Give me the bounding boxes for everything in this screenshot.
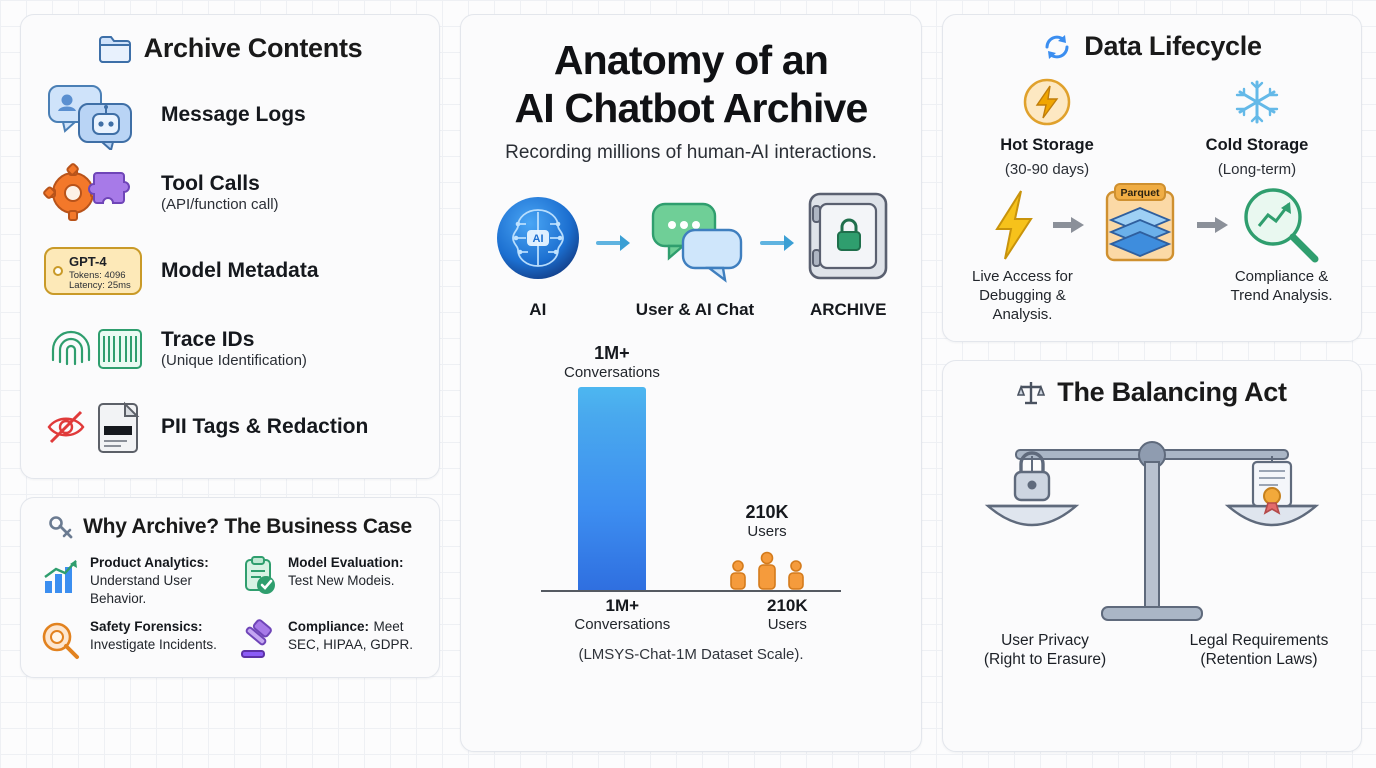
lifecycle-stages	[961, 74, 1343, 178]
list-item	[41, 234, 419, 308]
list-item-text	[161, 103, 306, 127]
list-item	[41, 78, 419, 152]
business-case-grid	[39, 554, 421, 661]
lifecycle-stage-heading: Hot Storage	[1000, 136, 1094, 154]
bar-series-users	[722, 502, 812, 590]
balance-label-left: User Privacy (Right to Erasure)	[983, 631, 1107, 668]
scale-bar-chart	[526, 332, 856, 663]
list-item-text	[288, 554, 421, 590]
magnifier-safety-icon	[39, 619, 81, 661]
left-column	[20, 14, 440, 752]
list-item-sublabel: (Unique Identification)	[161, 352, 307, 370]
chat-pair-icon	[639, 186, 751, 290]
bar-value-label: 1M+ Conversations	[564, 343, 660, 381]
lifecycle-stage-cold	[1187, 74, 1327, 178]
list-item-body: Understand User Behavior.	[90, 573, 193, 606]
list-item-text	[288, 618, 421, 654]
lifecycle-caption-right: Compliance & Trend Analysis.	[1230, 268, 1333, 304]
list-item-label: Message Logs	[161, 102, 306, 126]
users-pictogram	[722, 548, 812, 590]
clipboard-check-icon	[237, 555, 279, 597]
chart-plot-area	[526, 332, 856, 590]
lifecycle-stage-heading: Cold Storage	[1205, 136, 1309, 154]
bar-series-conversations	[564, 343, 660, 590]
list-item	[41, 156, 419, 230]
flow-connector-1	[596, 232, 630, 254]
list-item-heading: Safety Forensics:	[90, 619, 203, 634]
list-item-body: Investigate Incidents.	[90, 637, 217, 652]
redaction-icon	[41, 396, 145, 458]
chart-x-tick-labels	[526, 596, 856, 634]
list-item-sublabel: (API/function call)	[161, 196, 279, 214]
list-item	[39, 618, 223, 661]
gavel-icon	[237, 619, 279, 661]
data-lifecycle-title	[961, 31, 1343, 62]
archive-items-list	[41, 78, 419, 464]
lifecycle-stage-hot	[977, 74, 1117, 178]
balance-scale-graphic	[982, 414, 1322, 629]
list-item	[41, 312, 419, 386]
page-title	[514, 37, 867, 132]
parquet-stack-icon	[1091, 182, 1189, 268]
bar-chart-icon	[39, 555, 81, 597]
list-item-heading: Product Analytics:	[90, 555, 209, 570]
right-column	[942, 14, 1362, 752]
fingerprint-barcode-icon	[41, 318, 145, 380]
x-tick-label: 210K Users	[766, 596, 808, 634]
vault-lock-icon	[800, 186, 896, 290]
flow-node-label: User & AI Chat	[635, 300, 755, 320]
lightning-hot-icon	[1019, 74, 1075, 130]
list-item	[41, 390, 419, 464]
balance-labels	[961, 631, 1343, 670]
svg-text:Tokens: 4096: Tokens: 4096	[69, 270, 126, 281]
lifecycle-caption-left: Live Access for Debugging & Analysis.	[972, 268, 1073, 323]
flow-node-label: AI	[529, 300, 547, 320]
flow-node-ai	[486, 186, 590, 320]
list-item-heading: Model Evaluation:	[288, 555, 404, 570]
list-item-label: PII Tags & Redaction	[161, 414, 369, 438]
flow-node-label: ARCHIVE	[809, 300, 887, 320]
svg-text:Latency: 25ms: Latency: 25ms	[69, 280, 131, 291]
svg-text:Parquet: Parquet	[1120, 187, 1160, 200]
svg-text:AI: AI	[532, 233, 544, 246]
chart-caption: (LMSYS-Chat-1M Dataset Scale).	[578, 645, 804, 663]
center-column	[460, 14, 922, 752]
key-icon	[48, 514, 74, 540]
bar-conversations	[578, 387, 646, 590]
flow-node-archive	[800, 186, 896, 320]
list-item-text	[161, 172, 279, 214]
balance-illustration	[961, 414, 1343, 629]
snowflake-cold-icon	[1229, 74, 1285, 130]
list-item-text	[90, 618, 223, 654]
svg-text:GPT-4: GPT-4	[69, 254, 107, 269]
chat-bubbles-icon	[41, 80, 145, 150]
list-item-label: Tool Calls	[161, 171, 260, 195]
business-case-title-text: Why Archive? The Business Case	[83, 515, 412, 538]
list-item-body: Meet SEC, HIPAA, GDPR.	[288, 619, 414, 652]
page-title-line1: Anatomy of an	[553, 37, 829, 83]
page-title-line2: AI Chatbot Archive	[514, 84, 868, 131]
flow-node-chat	[636, 186, 754, 320]
list-item-text	[161, 415, 368, 439]
page-subtitle: Recording millions of human-AI interactions.	[505, 142, 877, 164]
flow-connector-2	[760, 232, 794, 254]
magnifier-trend-icon	[1235, 182, 1321, 268]
chart-x-axis	[541, 590, 841, 592]
lifecycle-pipeline	[961, 182, 1343, 268]
bar-value-label: 210K Users	[745, 502, 789, 540]
arrow-right-icon	[1051, 215, 1085, 235]
folder-icon	[98, 34, 132, 64]
list-item-text	[161, 328, 307, 370]
hero-card	[460, 14, 922, 752]
bolt-icon	[983, 185, 1045, 265]
balance-label-right: Legal Requirements (Retention Laws)	[1189, 631, 1329, 668]
balancing-act-title	[961, 377, 1343, 408]
balancing-act-title-text: The Balancing Act	[1057, 376, 1287, 407]
list-item-label: Model Metadata	[161, 258, 319, 282]
list-item	[237, 554, 421, 608]
archive-contents-card	[20, 14, 440, 479]
data-lifecycle-title-text: Data Lifecycle	[1084, 31, 1262, 61]
ai-brain-icon	[486, 186, 590, 290]
x-tick-label: 1M+ Conversations	[574, 596, 671, 634]
list-item-label: Trace IDs	[161, 327, 255, 351]
list-item-heading: Compliance:	[288, 619, 370, 634]
lifecycle-captions	[961, 268, 1343, 324]
list-item-body: Test New Modeis.	[288, 573, 395, 588]
archive-contents-title-text: Archive Contents	[143, 33, 363, 63]
archive-contents-title	[41, 33, 419, 64]
data-lifecycle-card	[942, 14, 1362, 342]
list-item	[237, 618, 421, 661]
gear-puzzle-icon	[41, 161, 145, 225]
scales-icon	[1017, 378, 1045, 406]
list-item-text	[161, 259, 319, 283]
business-case-title	[39, 514, 421, 540]
lifecycle-stage-sub: (30-90 days)	[1004, 161, 1090, 178]
arrow-right-icon	[1195, 215, 1229, 235]
lifecycle-stage-sub: (Long-term)	[1217, 161, 1297, 178]
list-item	[39, 554, 223, 608]
metadata-tag-icon	[41, 242, 145, 300]
flow-diagram	[486, 186, 896, 320]
list-item-text	[90, 554, 223, 608]
business-case-card	[20, 497, 440, 678]
refresh-cycle-icon	[1042, 32, 1072, 62]
balancing-act-card	[942, 360, 1362, 753]
